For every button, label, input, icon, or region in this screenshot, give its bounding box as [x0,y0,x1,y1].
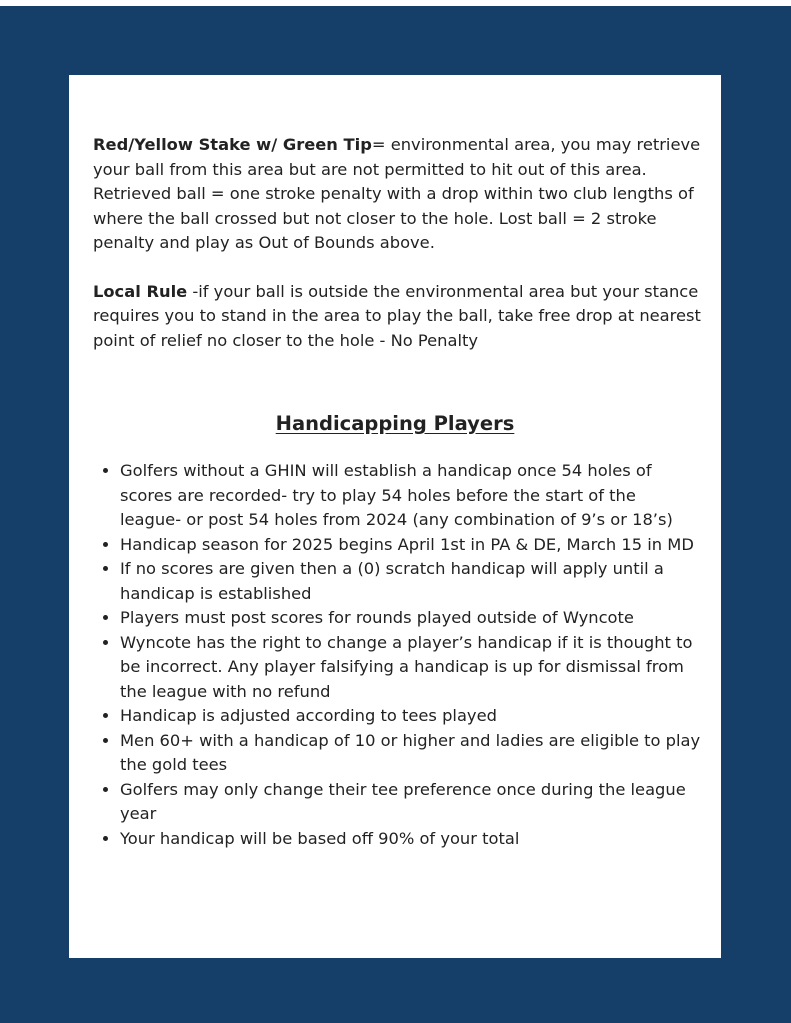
rules-card [69,75,721,958]
stake-rule-paragraph [93,133,701,256]
handicap-rule-item: • Golfers without a GHIN will establish a handicap once 54 holes of scores are recorded- try to play 54 holes before the start of the league- or post 54 holes from 2024 (any combination of 9’s or 18’s) [120,459,701,533]
handicapping-list [93,459,701,851]
local-rule-paragraph [93,280,701,354]
handicap-rule-item: • Your handicap will be based off 90% of your total [120,827,701,852]
handicap-rule-item: • Golfers may only change their tee preference once during the league year [120,778,701,827]
top-border-strip [0,0,791,6]
handicapping-heading: Handicapping Players [275,412,515,435]
stake-rule-label: Red/Yellow Stake w/ Green Tip [93,135,372,154]
handicap-rule-item: • Men 60+ with a handicap of 10 or higher and ladies are eligible to play the gold tees [120,729,701,778]
handicap-rule-item: • Players must post scores for rounds played outside of Wyncote [120,606,701,631]
handicap-rule-item: • Handicap is adjusted according to tees played [120,704,701,729]
handicap-rule-item: • Handicap season for 2025 begins April 1st in PA & DE, March 15 in MD [120,533,701,558]
local-rule-label: Local Rule [93,281,188,301]
stake-rule-text: = environmental area, you may retrieve your ball from this area but are not permitted to hit out of this area. Retrieved ball = one stroke penalty with a drop within two club lengths of where the ball crossed but not closer to the hole. Lost ball = 2 stroke penalty and play as Out of Bounds above. [93,135,701,252]
handicap-rule-item: • Wyncote has the right to change a player’s handicap if it is thought to be incorrect. Any player falsifying a handicap is up for dismissal from the league with no refund [120,631,701,705]
local-rule-text: -if your ball is outside the environmental area but your stance requires you to stand in the area to play the ball, take free drop at nearest point of relief no closer to the hole - No Penalty [93,281,701,350]
handicap-rule-item: • If no scores are given then a (0) scratch handicap will apply until a handicap is established [120,557,701,606]
